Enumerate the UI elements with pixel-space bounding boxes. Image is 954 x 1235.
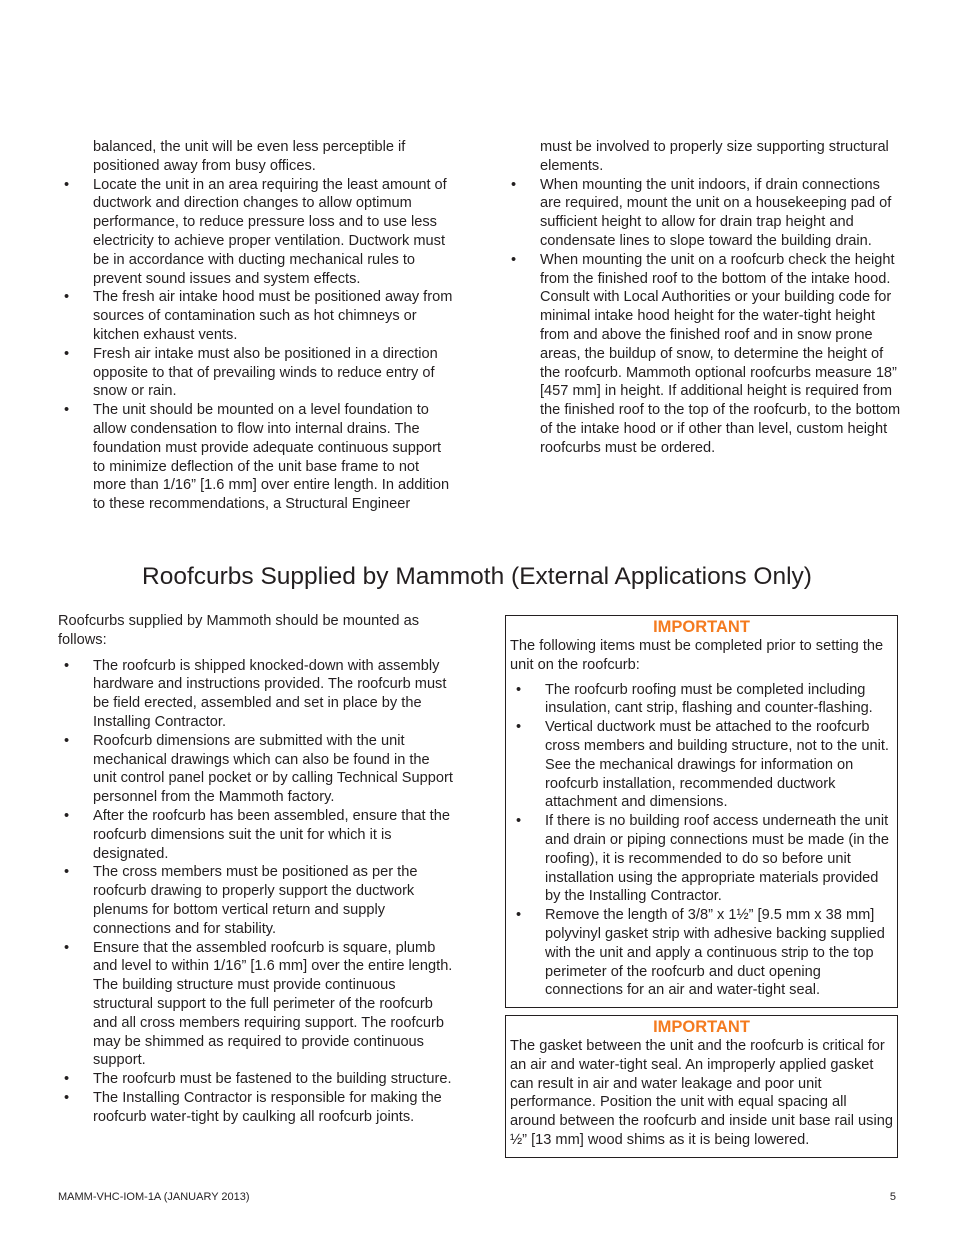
lower-left-bullet-list (58, 657, 456, 1127)
section-title: Roofcurbs Supplied by Mammoth (External Applications Only) (142, 563, 812, 590)
bullet-icon: • (64, 345, 70, 362)
list-item: • Remove the length of 3/8” x 1½” [9.5 mm x 38 mm] polyvinyl gasket strip with adhesive backing supplied with the unit and apply a continuous strip to the top perimeter of the roofcurb and duct opening connections for an air and water-tight seal. (516, 907, 885, 999)
bullet-icon: • (64, 864, 70, 881)
list-item: • Vertical ductwork must be attached to the roofcurb cross members and building structure, not to the unit. See the mechanical drawings for information on roofcurb installation, recommended ductwork attachment and dimensions. (516, 719, 889, 811)
bullet-icon: • (64, 402, 70, 419)
bullet-icon: • (511, 176, 517, 193)
bullet-icon: • (516, 813, 522, 830)
bullet-icon: • (64, 657, 70, 674)
list-item: • If there is no building roof access underneath the unit and drain or piping connections must be made (in the roofing), it is recommended to do so before unit installation using the appropriate materials provided by the Installing Contractor. (516, 813, 889, 905)
footer-doc-id: MAMM-VHC-IOM-1A (JANUARY 2013) (58, 1191, 250, 1203)
important-title: IMPORTANT (653, 1018, 750, 1036)
list-item: • The cross members must be positioned as per the roofcurb drawing to properly support the ductwork plenums for bottom vertical return and supply connections and for stability. (64, 864, 418, 937)
list-item: • Fresh air intake must also be positioned in a direction opposite to that of prevailing winds to reduce entry of snow or rain. (64, 345, 438, 400)
bullet-icon: • (64, 289, 70, 306)
upper-right-column (505, 138, 903, 458)
bullet-icon: • (516, 681, 522, 698)
bullet-icon: • (511, 251, 517, 268)
bullet-icon: • (64, 732, 70, 749)
bullet-icon: • (64, 176, 70, 193)
page-number: 5 (889, 1191, 896, 1203)
list-item: • The roofcurb roofing must be completed including insulation, cant strip, flashing and counter-flashing. (516, 681, 873, 717)
bullet-icon: • (64, 1071, 70, 1088)
list-item: • Ensure that the assembled roofcurb is square, plumb and level to within 1/16” [1.6 mm] over the entire length. The building structure must provide continuous structural support to the full perimeter of the roofcurb and all cross members requiring support. The roofcurb may be shimmed as required to provide continuous support. (64, 939, 453, 1069)
bullet-icon: • (64, 807, 70, 824)
bullet-icon: • (64, 1089, 70, 1106)
upper-left-continuation: balanced, the unit will be even less perceptible if positioned away from busy offices. (93, 139, 406, 174)
upper-left-column (58, 138, 456, 514)
important-box-prerequisites (505, 615, 898, 1008)
lower-left-column (58, 612, 456, 1127)
important-title: IMPORTANT (653, 618, 750, 636)
list-item: • The Installing Contractor is responsible for making the roofcurb water-tight by caulking all roofcurb joints. (64, 1089, 442, 1125)
list-item: • The fresh air intake hood must be positioned away from sources of contamination such as hot chimneys or kitchen exhaust vents. (64, 289, 453, 343)
important-body: The gasket between the unit and the roofcurb is critical for an air and water-tight seal. An improperly applied gasket can result in air and water leakage and poor unit performance. Position the unit with equal spacing all around between the roofcurb and inside unit base rail using ½” [13 mm] wood shims as it is being lowered. (510, 1038, 893, 1148)
bullet-icon: • (64, 939, 70, 956)
list-item: • After the roofcurb has been assembled, ensure that the roofcurb dimensions suit the unit for which it is designated. (64, 807, 450, 862)
upper-right-bullet-list (505, 176, 903, 458)
important-intro: The following items must be completed prior to setting the unit on the roofcurb: (510, 638, 884, 673)
bullet-icon: • (516, 907, 522, 924)
lower-left-intro: Roofcurbs supplied by Mammoth should be mounted as follows: (58, 613, 419, 648)
list-item: • The roofcurb must be fastened to the building structure. (64, 1071, 452, 1088)
list-item: • Locate the unit in an area requiring the least amount of ductwork and direction changes to allow optimum performance, to reduce pressure loss and to use less electricity to achieve proper ventilation. Ductwork must be in accordance with ducting mechanical rules to prevent sound issues and system effects. (64, 176, 447, 287)
list-item: • Roofcurb dimensions are submitted with the unit mechanical drawings which can also be found in the unit control panel pocket or by calling Technical Support personnel from the Mammoth factory. (64, 732, 453, 806)
list-item: • The unit should be mounted on a level foundation to allow condensation to flow into internal drains. The foundation must provide adequate continuous support to minimize deflection of the unit base frame to not more than 1/16” [1.6 mm] over entire length. In addition to these recommendations, a Structural Engineer (64, 402, 450, 513)
upper-left-bullet-list (58, 176, 456, 514)
list-item: • When mounting the unit on a roofcurb check the height from the finished roof to the bottom of the intake hood. Consult with Local Authorities or your building code for minimal intake hood height for the water-tight height from and above the finished roof and in snow prone areas, the buildup of snow, to determine the height of the roofcurb. Mammoth optional roofcurbs measure 18” [457 mm] in height. If additional height is required from the finished roof to the top of the roofcurb, to the bottom of the intake hood or if other than level, custom height roofcurbs must be ordered. (511, 251, 901, 456)
list-item: • When mounting the unit indoors, if drain connections are required, mount the unit on a housekeeping pad of sufficient height to allow for drain trap height and condensate lines to slope toward the building drain. (511, 176, 892, 249)
bullet-icon: • (516, 719, 522, 736)
list-item: • The roofcurb is shipped knocked-down with assembly hardware and instructions provided. The roofcurb must be field erected, assembled and set in place by the Installing Contractor. (64, 657, 447, 730)
upper-right-continuation: must be involved to properly size supporting structural elements. (540, 139, 889, 174)
important-box-gasket (505, 1015, 898, 1158)
important-bullet-list (510, 681, 893, 1001)
